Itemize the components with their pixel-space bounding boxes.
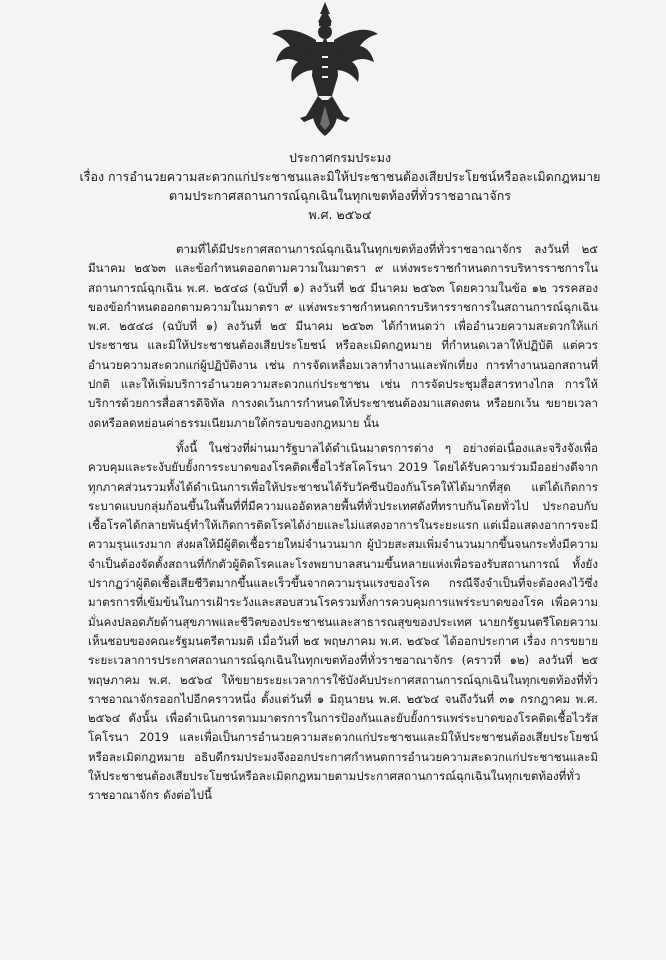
paragraph-2: ทั้งนี้ ในช่วงที่ผ่านมารัฐบาลได้ดำเนินมาตรการต่าง ๆ อย่างต่อเนื่องและจริงจังเพื่อควบคุมและระงับยับยั้งการระบาดของโรคติดเชื้อไวรัสโคโรนา 2019 โดยได้รับความร่วมมืออย่างดีจากทุกภาคส่วนรวมทั้งได้ดำเนินการเพื่อให้ประชาชนได้รับวัคซีนป้องกันโรคให้ได้มากที่สุด แต่ได้เกิดการระบาดแบบกลุ่มก้อนขึ้นในพื้นที่ที่มีความแออัดหลายพื้นที่ทั่วประเทศดังที่ทราบกันโดยทั่วไป ประกอบกับเชื้อโรคได้กลายพันธุ์ทำให้เกิดการติดโรคได้ง่ายและไม่แสดงอาการในระยะแรก แต่เมื่อแสดงอาการจะมีความรุนแรงมาก ส่งผลให้มีผู้ติดเชื้อรายใหม่จำนวนมาก ผู้ป่วยสะสมเพิ่มจำนวนมากขึ้นจนกระทั่งมีความจำเป็นต้องจัดตั้งสถานที่กักตัวผู้ติดโรคและโรงพยาบาลสนามขึ้นหลายแห่งเพื่อรองรับสถานการณ์ ทั้งยังปรากฏว่าผู้ติดเชื้อเสียชีวิตมากขึ้นและเร็วขึ้นจากความรุนแรงของโรค กรณีจึงจำเป็นที่จะต้องคงไว้ซึ่งมาตรการที่เข้มข้นในการเฝ้าระวังและสอบสวนโรครวมทั้งการควบคุมการแพร่ระบาดของโรค เพื่อความมั่นคงปลอดภัยด้านสุขภาพและชีวิตของประชาชนและสาธารณสุขของประเทศ นายกรัฐมนตรีโดยความเห็นชอบของคณะรัฐมนตรีตามมติ เมื่อวันที่ ๒๕ พฤษภาคม พ.ศ. ๒๕๖๔ ได้ออกประกาศ เรื่อง การขยายระยะเวลาการประกาศสถานการณ์ฉุกเฉินในทุกเขตท้องที่ทั่วราชอาณาจักร (คราวที่ ๑๒) ลงวันที่ ๒๕ พฤษภาคม พ.ศ. ๒๕๖๔ ให้ขยายระยะเวลาการใช้บังคับประกาศสถานการณ์ฉุกเฉินในทุกเขตท้องที่ทั่วราชอาณาจักรออกไปอีกคราวหนึ่ง ตั้งแต่วันที่ ๑ มิถุนายน พ.ศ. ๒๕๖๔ จนถึงวันที่ ๓๑ กรกฎาคม พ.ศ. ๒๕๖๔ ดังนั้น เพื่อดำเนินการตามมาตรการในการป้องกันและยับยั้งการแพร่ระบาดของโรคติดเชื้อไวรัสโคโรนา 2019 และเพื่อเป็นการอำนวยความสะดวกแก่ประชาชนและมิให้ประชาชนต้องเสียประโยชน์หรือละเมิดกฎหมาย อธิบดีกรมประมงจึงออกประกาศกำหนดการอำนวยความสะดวกแก่ประชาชนและมิให้ประชาชนต้องเสียประโยชน์หรือละเมิดกฎหมายตามประกาศสถานการณ์ฉุกเฉินในทุกเขตท้องที่ทั่วราชอาณาจักร ดังต่อไปนี้	[88, 440, 598, 803]
document-heading	[60, 148, 620, 224]
document-year: พ.ศ. ๒๕๖๔	[308, 207, 372, 222]
document-body	[88, 240, 598, 812]
issuing-agency: ประกาศกรมประมง	[288, 150, 392, 165]
subject-line-2: ตามประกาศสถานการณ์ฉุกเฉินในทุกเขตท้องที่ทั่วราชอาณาจักร	[168, 188, 512, 203]
paragraph-1: ตามที่ได้มีประกาศสถานการณ์ฉุกเฉินในทุกเขตท้องที่ทั่วราชอาณาจักร ลงวันที่ ๒๕ มีนาคม ๒๕๖๓ และข้อกำหนดออกตามความในมาตรา ๙ แห่งพระราชกำหนดการบริหารราชการในสถานการณ์ฉุกเฉิน พ.ศ. ๒๕๔๘ (ฉบับที่ ๑) ลงวันที่ ๒๕ มีนาคม ๒๕๖๓ โดยความในข้อ ๑๒ วรรคสอง ของข้อกำหนดออกตามความในมาตรา ๙ แห่งพระราชกำหนดการบริหารราชการในสถานการณ์ฉุกเฉิน พ.ศ. ๒๕๔๘ (ฉบับที่ ๑) ลงวันที่ ๒๕ มีนาคม ๒๕๖๓ ได้กำหนดว่า เพื่ออำนวยความสะดวกให้แก่ประชาชน และมิให้ประชาชนต้องเสียประโยชน์ หรือละเมิดกฎหมาย ที่กำหนดเวลาให้ปฏิบัติ แต่ควรอำนวยความสะดวกแก่ผู้ปฏิบัติงาน เช่น การจัดเหลื่อมเวลาทำงานและพักเที่ยง การทำงานนอกสถานที่ปกติ และให้เพิ่มบริการอำนวยความสะดวกแก่ประชาชน เช่น การจัดประชุมสื่อสารทางไกล การให้บริการด้วยการสื่อสารดิจิทัล การงดเว้นการกำหนดให้ประชาชนต้องมาแสดงตน หรือยกเว้น ขยายเวลา งดหรือลดหย่อนค่าธรรมเนียมภายใต้กรอบของกฎหมาย นั้น	[88, 242, 598, 430]
garuda-emblem	[270, 0, 380, 138]
subject-line-1: เรื่อง การอำนวยความสะดวกแก่ประชาชนและมิให้ประชาชนต้องเสียประโยชน์หรือละเมิดกฎหมาย	[79, 169, 601, 184]
